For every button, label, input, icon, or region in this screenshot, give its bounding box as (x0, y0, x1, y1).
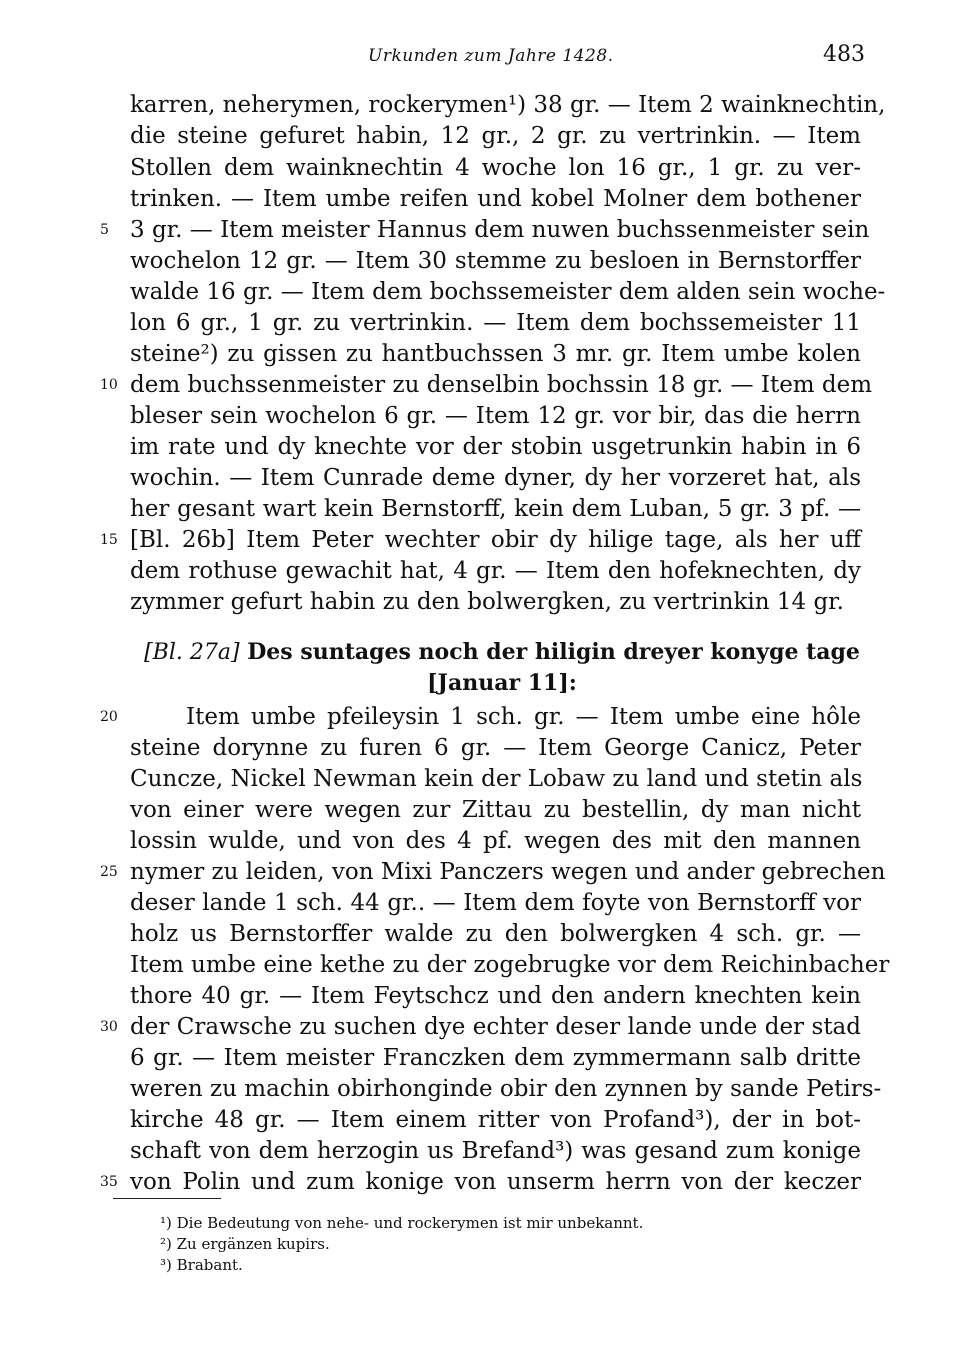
footnote-1: ¹) Die Bedeutung von nehe- und rockerymen ist mir unbekannt. (160, 1214, 644, 1232)
text-line: schaft von dem herzogin us Brefand³) was gesand zum konige (130, 1138, 861, 1164)
heading-date: [Januar 11]: (427, 670, 577, 696)
footnote-3: ³) Brabant. (160, 1256, 243, 1274)
text-line: 6 gr. — Item meister Franczken dem zymmermann salb dritte (130, 1045, 861, 1071)
line-number: 20 (100, 709, 118, 725)
text-line: von Polin und zum konige von unserm herrn von der keczer (130, 1169, 861, 1195)
text-line: von einer were wegen zur Zittau zu bestellin, dy man nicht (130, 797, 861, 823)
line-number: 10 (100, 377, 118, 393)
text-line: holz us Bernstorffer walde zu den bolwergken 4 sch. gr. — (130, 921, 861, 947)
text-line: Item umbe pfeileysin 1 sch. gr. — Item umbe eine hôle (186, 704, 861, 730)
text-line: zymmer gefurt habin zu den bolwergken, zu vertrinkin 14 gr. (130, 589, 844, 615)
text-line: der Crawsche zu suchen dye echter deser lande unde der stad (130, 1014, 861, 1040)
text-line: die steine gefuret habin, 12 gr., 2 gr. zu vertrinkin. — Item (130, 123, 861, 149)
footnote-2: ²) Zu ergänzen kupirs. (160, 1235, 330, 1253)
text-line: steine dorynne zu furen 6 gr. — Item George Canicz, Peter (130, 735, 861, 761)
text-line: walde 16 gr. — Item dem bochssemeister dem alden sein woche- (130, 279, 886, 305)
text-line: steine²) zu gissen zu hantbuchssen 3 mr. gr. Item umbe kolen (130, 341, 861, 367)
line-number: 30 (100, 1019, 118, 1035)
folio-reference: [Bl. 27a] (144, 640, 240, 665)
text-line: kirche 48 gr. — Item einem ritter von Profand³), der in bot- (130, 1107, 861, 1133)
heading-line-1: Des suntages noch der hiligin dreyer konyge tage (247, 639, 860, 665)
text-line: 3 gr. — Item meister Hannus dem nuwen buchssenmeister sein (130, 217, 870, 243)
text-line: trinken. — Item umbe reifen und kobel Molner dem bothener (130, 186, 861, 212)
running-header (0, 40, 960, 80)
running-title: Urkunden zum Jahre 1428. (368, 46, 614, 66)
text-line: dem rothuse gewachit hat, 4 gr. — Item den hofeknechten, dy (130, 558, 861, 584)
text-line: bleser sein wochelon 6 gr. — Item 12 gr. vor bir, das die herrn (130, 403, 861, 429)
text-line: her gesant wart kein Bernstorff, kein dem Luban, 5 gr. 3 pf. — (130, 496, 861, 522)
line-number: 15 (100, 532, 118, 548)
text-line: deser lande 1 sch. 44 gr.. — Item dem foyte von Bernstorff vor (130, 890, 861, 916)
text-line: wochin. — Item Cunrade deme dyner, dy her vorzeret hat, als (130, 465, 861, 491)
line-number: 25 (100, 864, 118, 880)
text-line: Item umbe eine kethe zu der zogebrugke vor dem Reichinbacher (130, 952, 890, 978)
text-line: karren, neherymen, rockerymen¹) 38 gr. — Item 2 wainknechtin, (130, 92, 886, 118)
text-line: lossin wulde, und von des 4 pf. wegen des mit den mannen (130, 828, 861, 854)
text-line: [Bl. 26b] Item Peter wechter obir dy hilige tage, als her uff (130, 527, 861, 553)
section-heading (143, 636, 861, 669)
text-line: weren zu machin obirhonginde obir den zynnen by sande Petirs- (130, 1076, 882, 1102)
page-number: 483 (823, 42, 865, 67)
text-line: wochelon 12 gr. — Item 30 stemme zu besloen in Bernstorffer (130, 248, 861, 274)
line-number: 35 (100, 1174, 118, 1190)
footnote-separator (113, 1198, 221, 1199)
text-line: lon 6 gr., 1 gr. zu vertrinkin. — Item dem bochssemeister 11 (130, 310, 861, 336)
text-line: Cuncze, Nickel Newman kein der Lobaw zu land und stetin als (130, 766, 863, 792)
line-number: 5 (100, 222, 109, 238)
text-line: im rate und dy knechte vor der stobin usgetrunkin habin in 6 (130, 434, 861, 460)
text-line: nymer zu leiden, von Mixi Panczers wegen und ander gebrechen (130, 859, 886, 885)
text-line: dem buchssenmeister zu denselbin bochssin 18 gr. — Item dem (130, 372, 873, 398)
text-line: Stollen dem wainknechtin 4 woche lon 16 gr., 1 gr. zu ver- (130, 155, 861, 181)
text-line: thore 40 gr. — Item Feytschcz und den andern knechten kein (130, 983, 861, 1009)
